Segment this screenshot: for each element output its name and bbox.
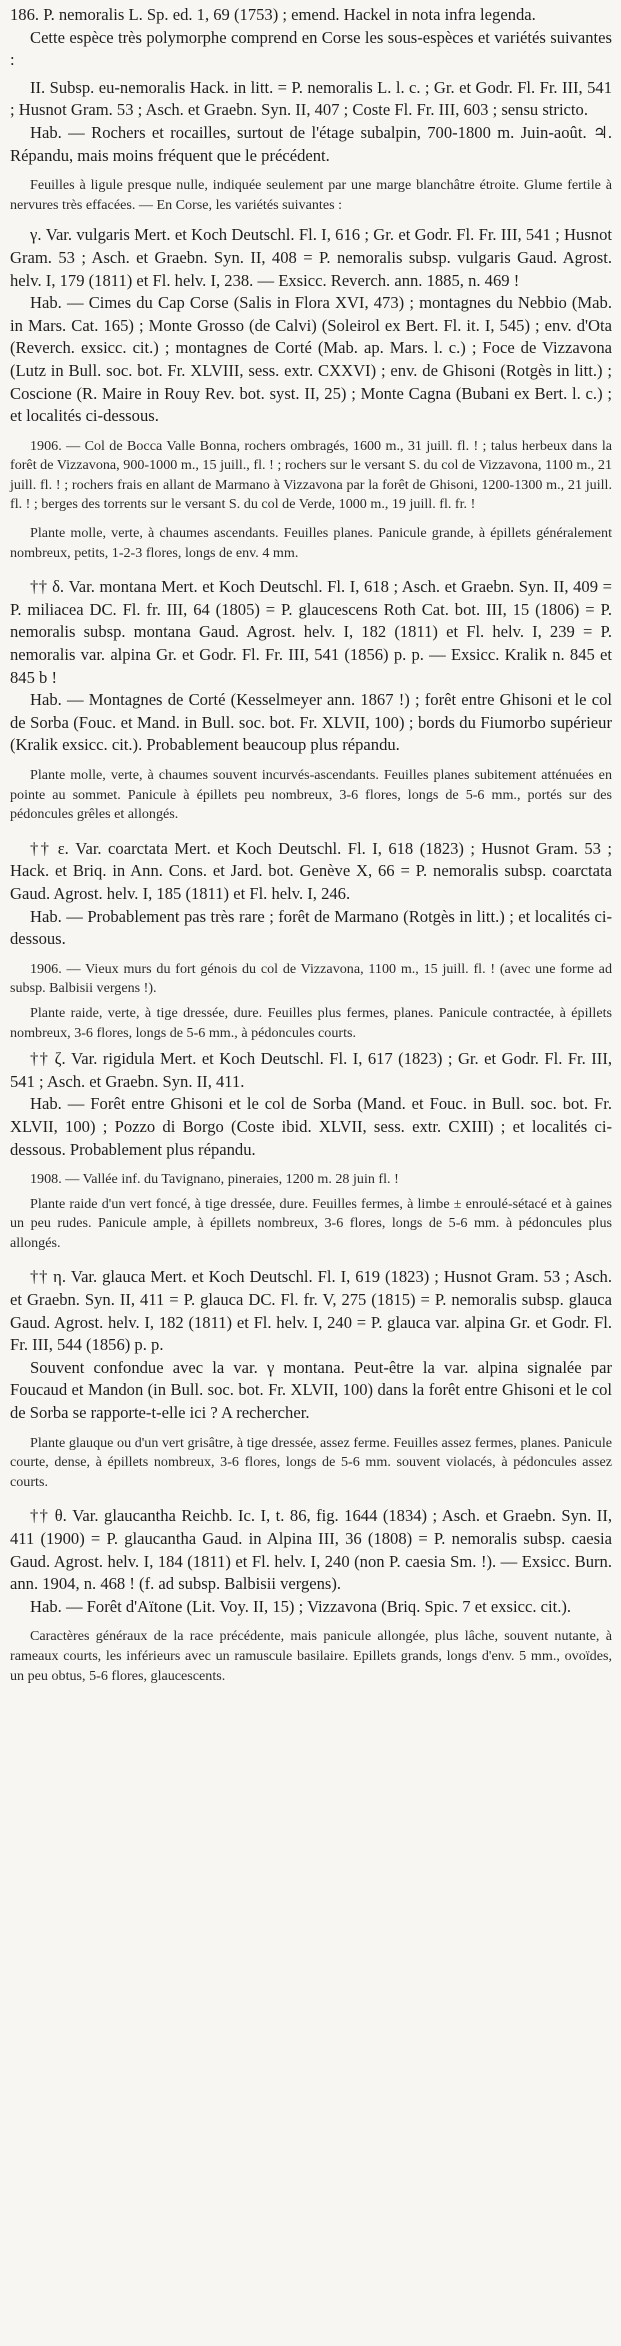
paragraph-16: Plante raide, verte, à tige dressée, dure. Feuilles plus fermes, planes. Panicule contractée, à épillets nombreux, 3-6 flores, longs de 5-6 mm., à pédoncules courts. bbox=[10, 1004, 612, 1041]
paragraph-10: †† δ. Var. montana Mert. et Koch Deutschl. Fl. I, 618 ; Asch. et Graebn. Syn. II, 409 = P. miliacea DC. Fl. fr. III, 64 (1805) = P. glaucescens Roth Cat. bot. III, 15 (1806) = P. nemoralis subsp. montana Gaud. Agrost. helv. I, 182 (1811) et Fl. helv. I, 239 = P. nemoralis var. alpina Gr. et Godr. Fl. Fr. III, 541 (1856) p. p. — Exsicc. Kralik n. 845 et 845 b ! bbox=[10, 577, 612, 687]
paragraph-6: γ. Var. vulgaris Mert. et Koch Deutschl. Fl. I, 616 ; Gr. et Godr. Fl. Fr. III, 541 ; Husnot Gram. 53 ; Asch. et Graebn. Syn. II, 408 = P. nemoralis subsp. vulgaris Gaud. Agrost. helv. I, 179 (1811) et Fl. helv. I, 238. — Exsicc. Reverch. ann. 1885, n. 469 ! bbox=[10, 225, 612, 290]
paragraph-9: Plante molle, verte, à chaumes ascendants. Feuilles planes. Panicule grande, à épillets généralement nombreux, petits, 1-2-3 flores, longs de env. 4 mm. bbox=[10, 525, 612, 561]
paragraph-8: 1906. — Col de Bocca Valle Bonna, rochers ombragés, 1600 m., 31 juill. fl. ! ; talus herbeux dans la forêt de Vizzavona, 900-1000 m., 15 juill., fl. ! ; rochers sur le versant S. du col de Vizzavona, 1100 m., 21 juill. fl. ! ; rochers frais en allant de Marmano à Vizzavona par la forêt de Ghisoni, 1200-1300 m., 21 juill. fl. ! ; berges des torrents sur le versant S. du col de Verde, 1000 m., 19 juill. fl. fr. ! bbox=[10, 437, 612, 513]
paragraph-13: †† ε. Var. coarctata Mert. et Koch Deutschl. Fl. I, 618 (1823) ; Husnot Gram. 53 ; Hack. et Briq. in Ann. Cons. et Jard. bot. Genève X, 66 = P. nemoralis subsp. coarctata Gaud. Agrost. helv. I, 185 (1811) et Fl. helv. I, 246. bbox=[10, 838, 612, 903]
paragraph-5: Feuilles à ligule presque nulle, indiquée seulement par une marge blanchâtre étroite. Glume fertile à nervures très effacées. — En Corse, les variétés suivantes : bbox=[10, 177, 612, 213]
paragraph-22: Souvent confondue avec la var. γ montana. Peut-être la var. alpina signalée par Foucaud et Mandon (in Bull. soc. bot. Fr. XLVII, 100) dans la forêt entre Ghisoni et le col de Sorba se rapporte-t-elle ici ? A rechercher. bbox=[10, 1357, 612, 1423]
paragraph-21: †† η. Var. glauca Mert. et Koch Deutschl. Fl. I, 619 (1823) ; Husnot Gram. 53 ; Asch. et Graebn. Syn. II, 411 = P. glauca DC. Fl. fr. V, 275 (1815) = P. nemoralis subsp. glauca Gaud. Agrost. helv. I, 182 (1811) et Fl. helv. I, 240 = P. glauca var. alpina Gr. et Godr. Fl. Fr. III, 544 (1856) p. p. bbox=[10, 1267, 612, 1355]
paragraph-14: Hab. — Probablement pas très rare ; forêt de Marmano (Rotgès in litt.) ; et localités ci-dessous. bbox=[10, 906, 612, 949]
paragraph-7: Hab. — Cimes du Cap Corse (Salis in Flora XVI, 473) ; montagnes du Nebbio (Mab. in Mars. Cat. 165) ; Monte Grosso (de Calvi) (Soleirol ex Bert. Fl. it. I, 545) ; env. d'Ota (Reverch. exsicc. cit.) ; montagnes de Corté (Mab. ap. Mars. l. c.) ; Foce de Vizzavona (Lutz in Bull. soc. bot. Fr. XLVIII, sess. extr. CXXVI) ; env. de Ghisoni (Rotgès in litt.) ; Coscione (R. Maire in Rouy Rev. bot. syst. II, 25) ; Monte Cagna (Bubani ex Bert. l. c.) ; et localités ci-dessous. bbox=[10, 293, 612, 426]
paragraph-24: †† θ. Var. glaucantha Reichb. Ic. I, t. 86, fig. 1644 (1834) ; Asch. et Graebn. Syn. II, 411 (1900) = P. glaucantha Gaud. in Alpina III, 36 (1808) = P. nemoralis subsp. caesia Gaud. Agrost. helv. I, 184 (1811) et Fl. helv. I, 240 (non P. caesia Sm. !). — Exsicc. Burn. ann. 1904, n. 468 ! (f. ad subsp. Balbisii vergens). bbox=[10, 1506, 612, 1594]
paragraph-19: 1908. — Vallée inf. du Tavignano, pineraies, 1200 m. 28 juin fl. ! bbox=[30, 1171, 399, 1188]
paragraph-12: Plante molle, verte, à chaumes souvent incurvés-ascendants. Feuilles planes subitement atténuées en pointe au sommet. Panicule à épillets peu nombreux, 3-6 flores, longs de 5-6 mm., portés sur des pédoncules grêles et allongés. bbox=[10, 767, 612, 823]
paragraph-25: Hab. — Forêt d'Aïtone (Lit. Voy. II, 15) ; Vizzavona (Briq. Spic. 7 et exsicc. cit.). bbox=[30, 1596, 572, 1616]
paragraph-3: II. Subsp. eu-nemoralis Hack. in litt. = P. nemoralis L. l. c. ; Gr. et Godr. Fl. Fr. III, 541 ; Husnot Gram. 53 ; Asch. et Graebn. Syn. II, 407 ; Coste Fl. Fr. III, 603 ; sensu stricto. bbox=[10, 77, 612, 120]
paragraph-17: †† ζ. Var. rigidula Mert. et Koch Deutschl. Fl. I, 617 (1823) ; Gr. et Godr. Fl. Fr. III, 541 ; Asch. et Graebn. Syn. II, 411. bbox=[10, 1049, 612, 1091]
paragraph-18: Hab. — Forêt entre Ghisoni et le col de Sorba (Mand. et Fouc. in Bull. soc. bot. Fr. XLVII, 100) ; Pozzo di Borgo (Coste ibid. XLVII, sess. extr. CXIII) ; et localités ci-dessous. Probablement plus répandu. bbox=[10, 1094, 612, 1159]
paragraph-15: 1906. — Vieux murs du fort génois du col de Vizzavona, 1100 m., 15 juill. fl. ! (avec une forme ad subsp. Balbisii vergens !). bbox=[10, 960, 612, 997]
paragraph-11: Hab. — Montagnes de Corté (Kesselmeyer ann. 1867 !) ; forêt entre Ghisoni et le col de Sorba (Fouc. et Mand. in Bull. soc. bot. Fr. XLVII, 100) ; bords du Fiumorbo supérieur (Kralik exsicc. cit.). Probablement beaucoup plus répandu. bbox=[10, 690, 612, 755]
paragraph-20: Plante raide d'un vert foncé, à tige dressée, dure. Feuilles fermes, à limbe ± enroulé-sétacé et à gaines un peu rudes. Panicule ample, à épillets nombreux, 3-6 flores, longs de 5-6 mm. à pédoncules plus allongés. bbox=[10, 1195, 612, 1251]
paragraph-23: Plante glauque ou d'un vert grisâtre, à tige dressée, assez ferme. Feuilles assez fermes, planes. Panicule courte, dense, à épillets nombreux, 3-6 flores, longs de 5-6 mm. souvent violacés, à pédoncules assez courts. bbox=[10, 1434, 612, 1490]
paragraph-26: Caractères généraux de la race précédente, mais panicule allongée, plus lâche, souvent nutante, à rameaux courts, les inférieurs avec un ramuscule basilaire. Epillets grands, longs d'env. 5 mm., ovoïdes, un peu obtus, 5-6 flores, glaucescents. bbox=[10, 1628, 612, 1684]
paragraph-4: Hab. — Rochers et rocailles, surtout de l'étage subalpin, 700-1800 m. Juin-août. ♃. Répandu, mais moins fréquent que le précédent. bbox=[10, 122, 612, 165]
paragraph-1: 186. P. nemoralis L. Sp. ed. 1, 69 (1753) ; emend. Hackel in nota infra legenda. bbox=[10, 5, 536, 24]
paragraph-2: Cette espèce très polymorphe comprend en Corse les sous-espèces et variétés suivantes : bbox=[10, 27, 612, 70]
